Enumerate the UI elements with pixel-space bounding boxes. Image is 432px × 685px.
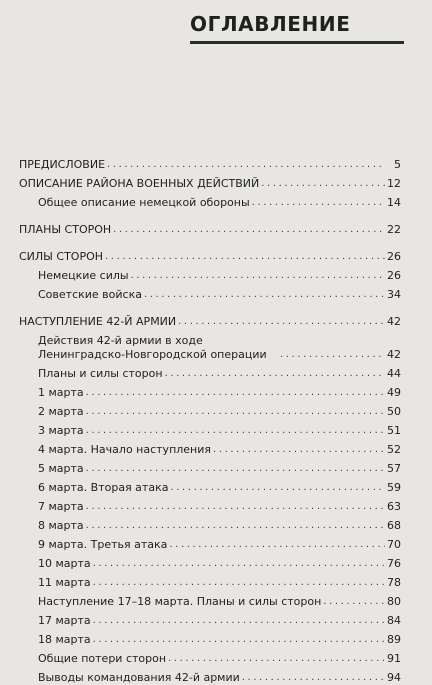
toc-leader-dots — [170, 481, 385, 495]
toc-entry-label: Общее описание немецкой обороны — [38, 196, 250, 209]
toc-leader-dots — [93, 576, 385, 590]
toc-entry-label: 7 марта — [38, 500, 84, 513]
toc-subentry[interactable] — [19, 476, 401, 495]
toc-subentry[interactable] — [19, 283, 401, 302]
toc-subentry[interactable] — [19, 457, 401, 476]
toc-entry-label: 1 марта — [38, 386, 84, 399]
toc-leader-dots — [323, 595, 385, 609]
toc-entry-label: 10 марта — [38, 557, 91, 570]
toc-page-number: 51 — [387, 424, 401, 437]
toc-subentry[interactable] — [19, 647, 401, 666]
toc-leader-dots — [242, 671, 385, 685]
toc-leader-dots — [252, 196, 385, 210]
toc-entry-label: Общие потери сторон — [38, 652, 167, 665]
toc-page-number: 44 — [387, 367, 401, 380]
toc-entry-label: 2 марта — [38, 405, 84, 418]
toc-entry-label: Выводы командования 42-й армии — [38, 671, 240, 684]
toc-leader-dots — [93, 614, 385, 628]
toc-entry-label: ОПИСАНИЕ РАЙОНА ВОЕННЫХ ДЕЙСТВИЙ — [19, 177, 260, 190]
toc-page-number: 78 — [387, 576, 401, 589]
toc-leader-dots — [93, 633, 385, 647]
toc-subentry[interactable] — [19, 264, 401, 283]
toc-entry-label: НАСТУПЛЕНИЕ 42-Й АРМИИ — [19, 315, 177, 328]
toc-subentry[interactable] — [19, 571, 401, 590]
toc-leader-dots — [86, 462, 385, 476]
page-title: ОГЛАВЛЕНИЕ — [190, 12, 351, 36]
toc-section-entry[interactable] — [19, 153, 401, 172]
toc-subentry[interactable] — [19, 609, 401, 628]
toc-entry-label: 8 марта — [38, 519, 84, 532]
toc-leader-dots — [86, 405, 385, 419]
table-of-contents — [19, 153, 401, 685]
toc-entry-label: Немецкие силы — [38, 269, 129, 282]
toc-subentry[interactable] — [19, 628, 401, 647]
title-underline — [190, 41, 404, 44]
toc-subentry[interactable] — [19, 552, 401, 571]
toc-page-number: 52 — [387, 443, 401, 456]
toc-leader-dots — [86, 500, 385, 514]
toc-section-entry[interactable] — [19, 172, 401, 191]
toc-leader-dots — [113, 223, 385, 237]
toc-page-number: 94 — [387, 671, 401, 684]
toc-page-number: 89 — [387, 633, 401, 646]
toc-entry-label: 4 марта. Начало наступления — [38, 443, 212, 456]
toc-page-number: 22 — [387, 223, 401, 236]
toc-page-number: 63 — [387, 500, 401, 513]
toc-entry-label: Планы и силы сторон — [38, 367, 163, 380]
toc-page-number: 49 — [387, 386, 401, 399]
toc-section-entry[interactable] — [19, 218, 401, 237]
toc-subentry[interactable] — [19, 400, 401, 419]
toc-section-entry[interactable] — [19, 245, 401, 264]
toc-subentry[interactable] — [19, 438, 401, 457]
toc-page-number: 50 — [387, 405, 401, 418]
toc-leader-dots — [213, 443, 385, 457]
toc-page-number: 68 — [387, 519, 401, 532]
toc-entry-label: 6 марта. Вторая атака — [38, 481, 169, 494]
toc-subentry[interactable] — [19, 329, 401, 362]
toc-page-number: 80 — [387, 595, 401, 608]
toc-leader-dots — [144, 288, 385, 302]
toc-leader-dots — [86, 386, 385, 400]
toc-entry-label: Советские войска — [38, 288, 142, 301]
toc-subentry[interactable] — [19, 533, 401, 552]
toc-page-number: 59 — [387, 481, 401, 494]
toc-page-number: 14 — [387, 196, 401, 209]
toc-entry-label: 9 марта. Третья атака — [38, 538, 168, 551]
toc-entry-label: ПЛАНЫ СТОРОН — [19, 223, 112, 236]
toc-page-number: 42 — [387, 315, 401, 328]
toc-leader-dots — [165, 367, 385, 381]
toc-subentry[interactable] — [19, 381, 401, 400]
toc-page-number: 12 — [387, 177, 401, 190]
toc-entry-label: 11 марта — [38, 576, 91, 589]
toc-leader-dots — [168, 652, 385, 666]
toc-page-number: 76 — [387, 557, 401, 570]
toc-leader-dots — [105, 250, 385, 264]
toc-page-number: 5 — [394, 158, 401, 171]
toc-page-number: 26 — [387, 269, 401, 282]
toc-subentry[interactable] — [19, 419, 401, 438]
toc-page-number: 34 — [387, 288, 401, 301]
toc-leader-dots — [86, 424, 385, 438]
toc-leader-dots — [280, 348, 385, 362]
toc-subentry[interactable] — [19, 191, 401, 210]
toc-subentry[interactable] — [19, 514, 401, 533]
toc-subentry[interactable] — [19, 666, 401, 685]
toc-section-entry[interactable] — [19, 310, 401, 329]
toc-leader-dots — [107, 158, 385, 172]
toc-entry-label: СИЛЫ СТОРОН — [19, 250, 104, 263]
toc-entry-label: ПРЕДИСЛОВИЕ — [19, 158, 106, 171]
toc-subentry[interactable] — [19, 495, 401, 514]
toc-entry-label: Действия 42-й армии в ходе Ленинградско-Новгородской операции — [38, 334, 267, 361]
toc-subentry[interactable] — [19, 362, 401, 381]
toc-subentry[interactable] — [19, 590, 401, 609]
toc-page-number: 26 — [387, 250, 401, 263]
toc-page-number: 91 — [387, 652, 401, 665]
toc-entry-label: 17 марта — [38, 614, 91, 627]
toc-leader-dots — [178, 315, 385, 329]
toc-entry-label: 18 марта — [38, 633, 91, 646]
toc-page-number: 42 — [387, 348, 401, 361]
toc-leader-dots — [86, 519, 385, 533]
toc-page-number: 57 — [387, 462, 401, 475]
toc-leader-dots — [261, 177, 385, 191]
toc-entry-label: Наступление 17–18 марта. Планы и силы сторон — [38, 595, 322, 608]
toc-page-number: 70 — [387, 538, 401, 551]
toc-leader-dots — [93, 557, 385, 571]
toc-leader-dots — [131, 269, 385, 283]
toc-page-number: 84 — [387, 614, 401, 627]
toc-leader-dots — [169, 538, 385, 552]
toc-entry-label: 3 марта — [38, 424, 84, 437]
toc-entry-label: 5 марта — [38, 462, 84, 475]
